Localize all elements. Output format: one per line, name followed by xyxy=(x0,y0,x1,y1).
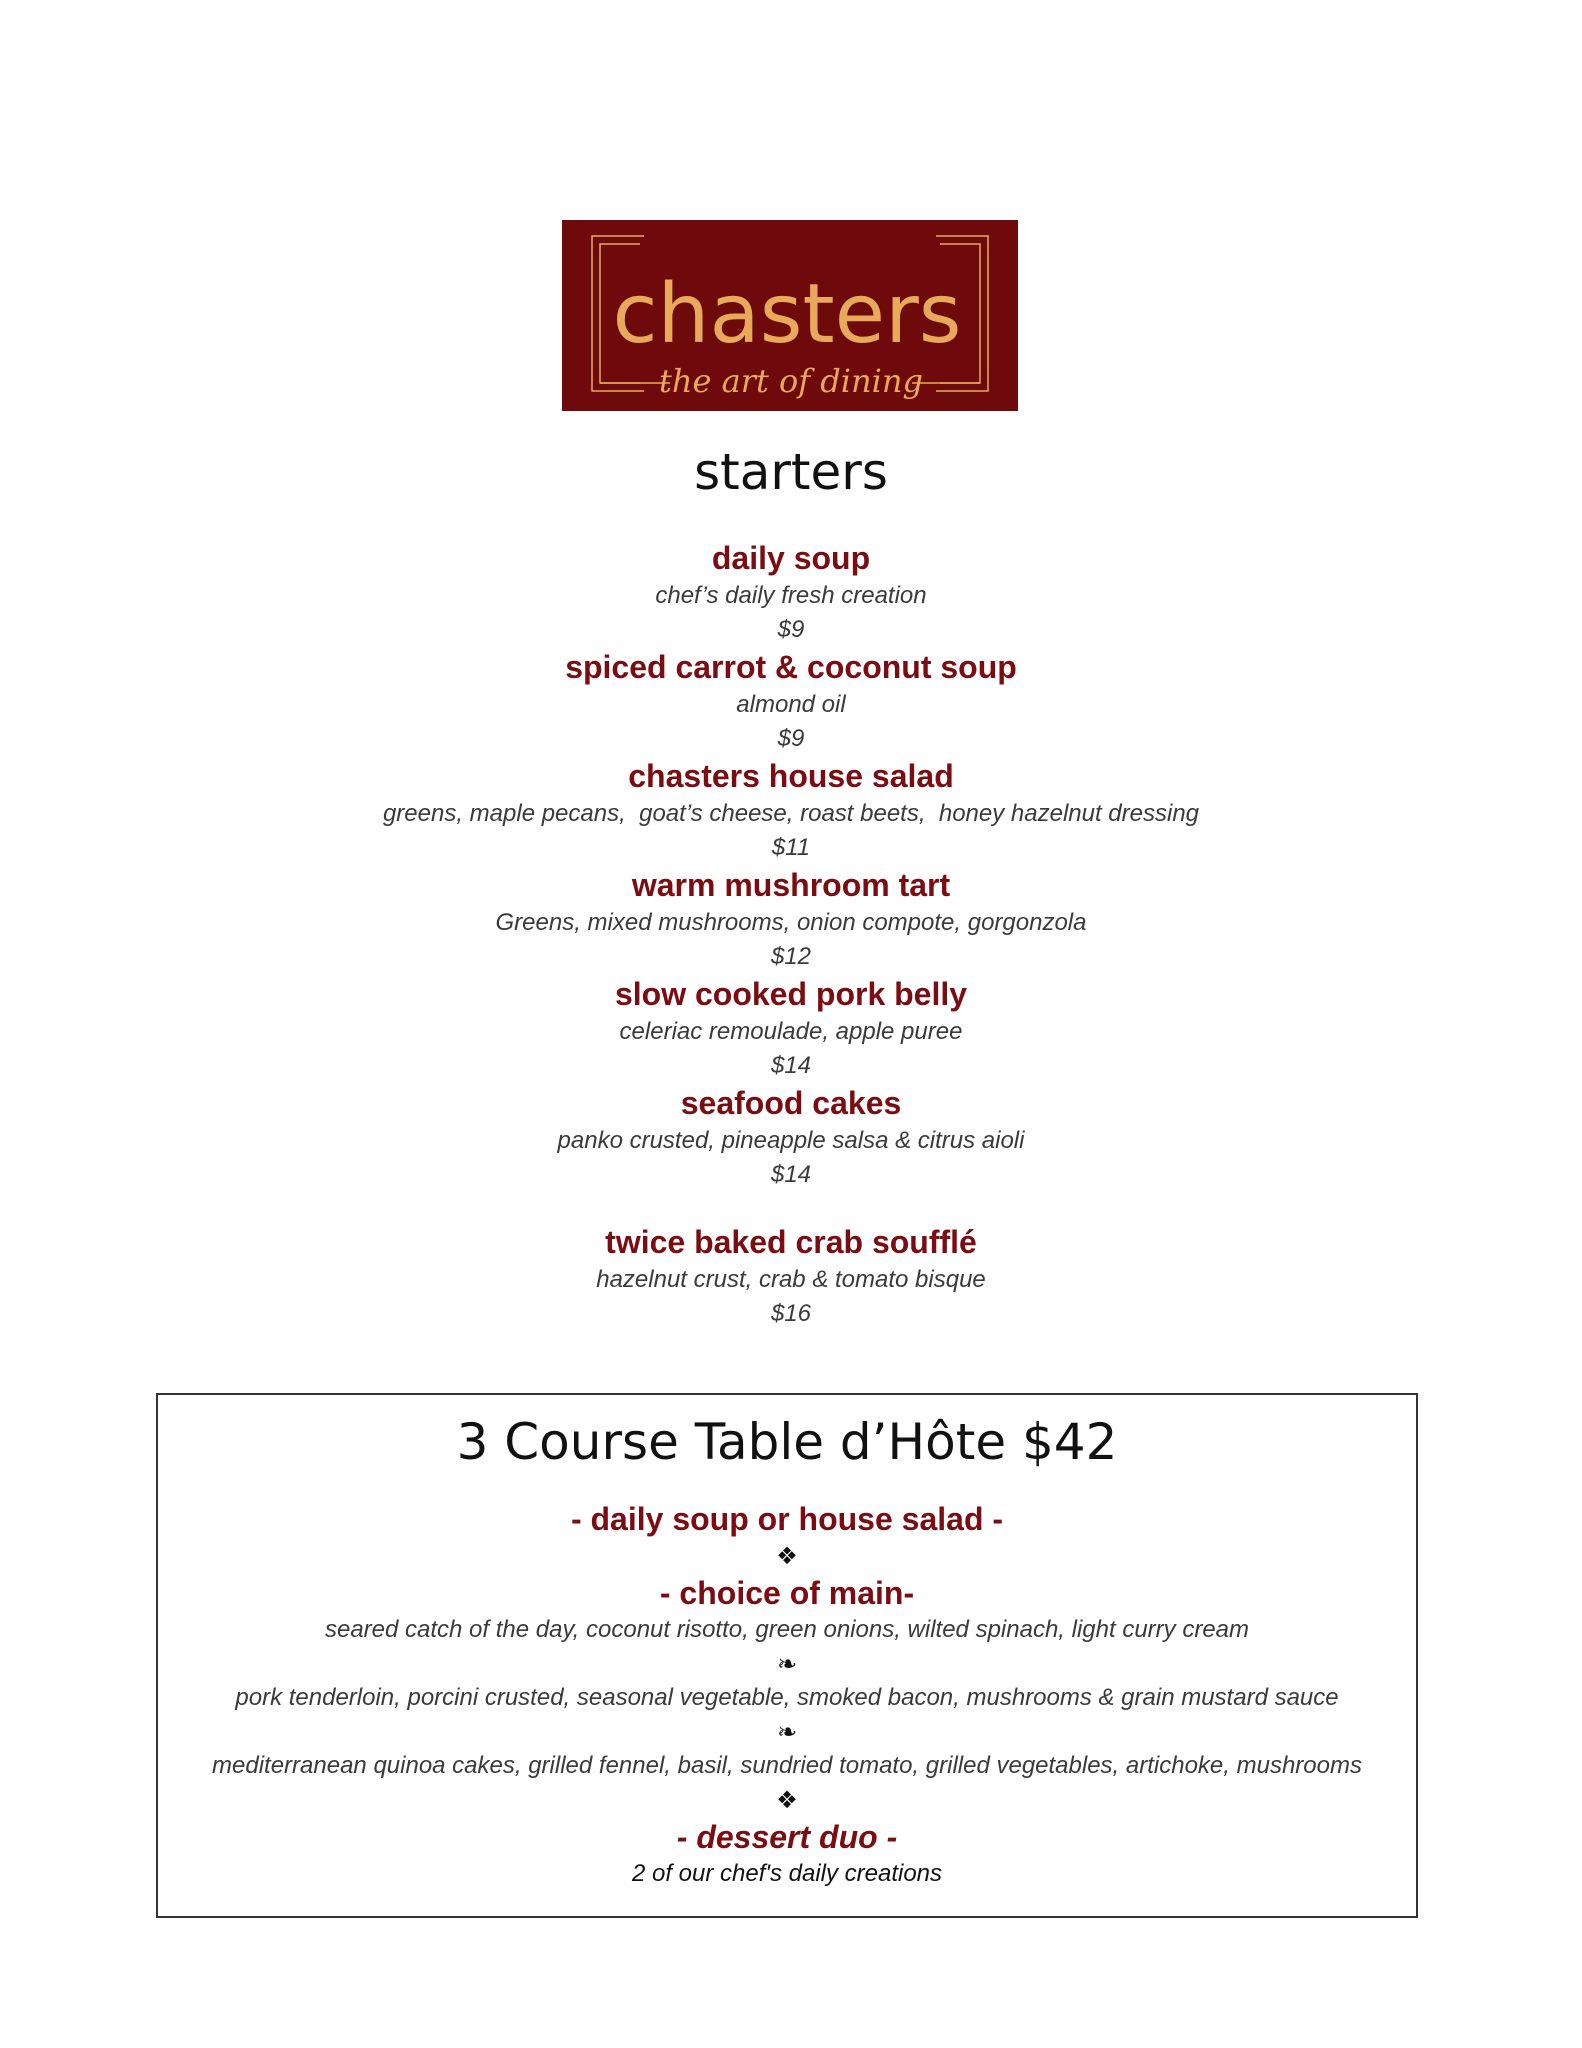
leaf-ornament-icon: ❧ xyxy=(776,1650,798,1678)
item-description: celeriac remoulade, apple puree xyxy=(619,1018,963,1045)
item-name: warm mushroom tart xyxy=(631,867,951,903)
diamond-ornament-icon: ❖ xyxy=(776,1542,798,1570)
restaurant-logo xyxy=(562,220,1018,411)
item-price: $14 xyxy=(770,1052,812,1079)
main-option: seared catch of the day, coconut risotto, green onions, wilted spinach, light curry cream xyxy=(324,1616,1250,1643)
menu-item xyxy=(0,1083,1582,1192)
table-dhote-box xyxy=(156,1393,1418,1918)
item-description: panko crusted, pineapple salsa & citrus aioli xyxy=(557,1127,1025,1154)
leaf-ornament-icon: ❧ xyxy=(776,1718,798,1746)
item-price: $12 xyxy=(770,943,812,970)
main-option: pork tenderloin, porcini crusted, seasonal vegetable, smoked bacon, mushrooms & grain mustard sauce xyxy=(235,1684,1339,1711)
menu-item xyxy=(0,865,1582,974)
logo-frame xyxy=(562,220,1018,411)
starters-list xyxy=(0,538,1582,1331)
item-name: slow cooked pork belly xyxy=(614,976,968,1012)
logo-name: chasters xyxy=(612,267,962,362)
menu-item xyxy=(0,538,1582,647)
menu-item xyxy=(0,756,1582,865)
item-name: chasters house salad xyxy=(628,758,954,794)
item-price: $11 xyxy=(771,834,811,861)
course-heading-starter: - daily soup or house salad - xyxy=(570,1501,1004,1537)
menu-item xyxy=(0,1222,1582,1331)
section-title-starters: starters xyxy=(694,443,888,501)
logo-tagline: the art of dining xyxy=(659,362,923,400)
item-name: seafood cakes xyxy=(680,1085,902,1121)
item-description: Greens, mixed mushrooms, onion compote, gorgonzola xyxy=(495,909,1087,936)
item-name: daily soup xyxy=(711,540,871,576)
item-price: $9 xyxy=(777,725,805,752)
main-option: mediterranean quinoa cakes, grilled fennel, basil, sundried tomato, grilled vegetables, artichoke, mushrooms xyxy=(212,1752,1362,1779)
item-description: chef’s daily fresh creation xyxy=(655,582,927,609)
item-name: twice baked crab soufflé xyxy=(605,1224,977,1260)
item-price: $16 xyxy=(770,1300,812,1327)
item-description: greens, maple pecans, goat’s cheese, roast beets, honey hazelnut dressing xyxy=(382,800,1200,827)
item-description: almond oil xyxy=(736,691,846,718)
item-price: $14 xyxy=(770,1161,812,1188)
item-price: $9 xyxy=(777,616,805,643)
table-dhote-title: 3 Course Table d’Hôte $42 xyxy=(456,1413,1118,1471)
course-heading-dessert: - dessert duo - xyxy=(676,1819,898,1855)
dessert-description: 2 of our chef's daily creations xyxy=(631,1860,943,1887)
course-heading-main: - choice of main- xyxy=(659,1575,915,1611)
item-description: hazelnut crust, crab & tomato bisque xyxy=(596,1266,986,1293)
diamond-ornament-icon: ❖ xyxy=(776,1786,798,1814)
menu-item xyxy=(0,647,1582,756)
item-name: spiced carrot & coconut soup xyxy=(565,649,1017,685)
menu-item xyxy=(0,974,1582,1083)
